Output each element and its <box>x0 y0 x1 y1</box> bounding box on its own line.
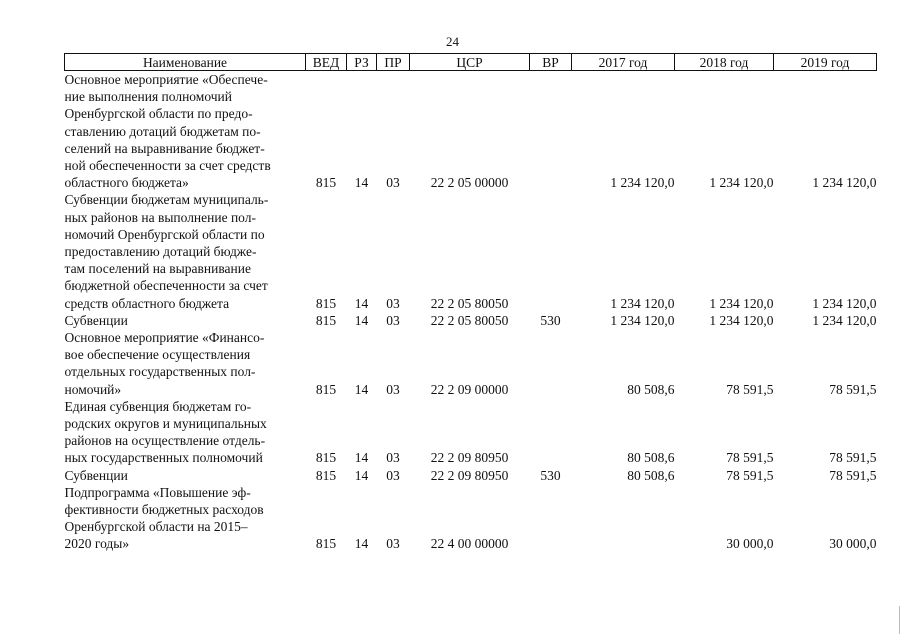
cell-2018: 78 591,5 <box>726 381 774 397</box>
name-line: ние выполнения полномочий <box>64 89 232 105</box>
name-line: вое обеспечение осуществления <box>64 347 251 363</box>
name-line: Оренбургской области по предо- <box>64 106 253 122</box>
cell-ved: 815 <box>315 536 337 552</box>
cell-2018: 1 234 120,0 <box>709 312 774 328</box>
table-row <box>65 191 877 311</box>
cell-vr <box>530 329 572 398</box>
cell-pr: 03 <box>386 467 400 483</box>
cell-name <box>65 312 306 329</box>
cell-2019: 78 591,5 <box>829 467 877 483</box>
cell-pr: 03 <box>386 381 400 397</box>
header-2019: 2019 год <box>774 54 877 71</box>
table-header-row <box>65 54 877 71</box>
cell-ved: 815 <box>315 450 337 466</box>
cell-pr: 03 <box>386 295 400 311</box>
page-number: 24 <box>446 34 459 49</box>
name-line: Субвенции бюджетам муниципаль- <box>64 192 269 208</box>
name-line: селений на выравнивание бюджет- <box>64 140 265 156</box>
header-name: Наименование <box>65 54 306 71</box>
header-ved: ВЕД <box>306 54 347 71</box>
name-line: 2020 годы» <box>64 536 130 552</box>
name-line: средств областного бюджета <box>64 295 230 311</box>
cell-csr: 22 2 09 80950 <box>430 467 509 483</box>
cell-csr: 22 2 09 00000 <box>430 381 509 397</box>
cell-vr: 530 <box>540 467 561 483</box>
cell-2019: 78 591,5 <box>829 450 877 466</box>
scan-edge-mark <box>899 606 900 634</box>
cell-name <box>65 484 306 553</box>
cell-2017 <box>572 484 675 553</box>
budget-table <box>64 53 877 553</box>
cell-name <box>65 191 306 311</box>
name-line: Основное мероприятие «Финансо- <box>64 330 265 346</box>
cell-pr: 03 <box>386 312 400 328</box>
cell-2019: 1 234 120,0 <box>812 175 877 191</box>
cell-csr: 22 2 05 80050 <box>430 312 509 328</box>
cell-ved: 815 <box>315 312 337 328</box>
cell-2018: 78 591,5 <box>726 450 774 466</box>
cell-ved: 815 <box>315 175 337 191</box>
cell-vr <box>530 484 572 553</box>
cell-csr: 22 4 00 00000 <box>430 536 509 552</box>
cell-2018: 1 234 120,0 <box>709 175 774 191</box>
table-row <box>65 71 877 192</box>
name-line: родских округов и муниципальных <box>64 416 267 432</box>
name-line: Субвенции <box>64 312 128 328</box>
name-line: Единая субвенция бюджетам го- <box>64 398 252 414</box>
name-line: областного бюджета» <box>64 175 189 191</box>
cell-2017: 1 234 120,0 <box>610 312 675 328</box>
header-2018: 2018 год <box>675 54 774 71</box>
cell-name <box>65 467 306 484</box>
cell-2019: 1 234 120,0 <box>812 295 877 311</box>
name-line: номочий Оренбургской области по <box>64 226 265 242</box>
name-line: Субвенции <box>64 467 128 483</box>
table-body <box>65 71 877 553</box>
name-line: отдельных государственных пол- <box>64 364 256 380</box>
name-line: ных государственных полномочий <box>64 450 263 466</box>
cell-vr <box>530 71 572 192</box>
cell-csr: 22 2 09 80950 <box>430 450 509 466</box>
cell-2019: 1 234 120,0 <box>812 312 877 328</box>
name-line: там поселений на выравнивание <box>64 261 251 277</box>
cell-ved: 815 <box>315 295 337 311</box>
name-line: Основное мероприятие «Обеспече- <box>64 72 268 87</box>
cell-rz: 14 <box>354 450 369 466</box>
cell-vr: 530 <box>540 312 561 328</box>
table-row <box>65 484 877 553</box>
cell-pr: 03 <box>386 175 400 191</box>
name-line: Подпрограмма «Повышение эф- <box>64 484 251 500</box>
cell-vr <box>530 191 572 311</box>
cell-vr <box>530 398 572 467</box>
name-line: Оренбургской области на 2015– <box>64 519 248 535</box>
table-row <box>65 467 877 484</box>
cell-2018: 78 591,5 <box>726 467 774 483</box>
cell-name <box>65 71 306 192</box>
cell-rz: 14 <box>354 295 369 311</box>
table-row <box>65 312 877 329</box>
cell-pr: 03 <box>386 450 400 466</box>
table-row <box>65 329 877 398</box>
cell-name <box>65 398 306 467</box>
cell-csr: 22 2 05 00000 <box>430 175 509 191</box>
header-csr: ЦСР <box>410 54 530 71</box>
name-line: фективности бюджетных расходов <box>64 502 264 518</box>
table-row <box>65 398 877 467</box>
cell-rz: 14 <box>354 175 369 191</box>
name-line: предоставлению дотаций бюдже- <box>64 244 257 260</box>
cell-2019: 30 000,0 <box>829 536 877 552</box>
cell-rz: 14 <box>354 467 369 483</box>
cell-ved: 815 <box>315 467 337 483</box>
cell-2017: 80 508,6 <box>627 467 675 483</box>
header-pr: ПР <box>377 54 410 71</box>
header-rz: РЗ <box>347 54 377 71</box>
cell-2017: 1 234 120,0 <box>610 175 675 191</box>
cell-rz: 14 <box>354 381 369 397</box>
cell-2018: 1 234 120,0 <box>709 295 774 311</box>
name-line: ставлению дотаций бюджетам по- <box>64 123 261 139</box>
cell-name <box>65 329 306 398</box>
cell-2017: 1 234 120,0 <box>610 295 675 311</box>
header-vr: ВР <box>530 54 572 71</box>
cell-rz: 14 <box>354 536 369 552</box>
cell-2019: 78 591,5 <box>829 381 877 397</box>
cell-csr: 22 2 05 80050 <box>430 295 509 311</box>
cell-2017: 80 508,6 <box>627 450 675 466</box>
name-line: бюджетной обеспеченности за счет <box>64 278 268 294</box>
name-line: ных районов на выполнение пол- <box>64 209 256 225</box>
cell-ved: 815 <box>315 381 337 397</box>
header-2017: 2017 год <box>572 54 675 71</box>
cell-rz: 14 <box>354 312 369 328</box>
name-line: номочий» <box>64 381 122 397</box>
cell-2017: 80 508,6 <box>627 381 675 397</box>
cell-pr: 03 <box>386 536 400 552</box>
name-line: районов на осуществление отдель- <box>64 433 266 449</box>
cell-2018: 30 000,0 <box>726 536 774 552</box>
name-line: ной обеспеченности за счет средств <box>64 158 271 174</box>
